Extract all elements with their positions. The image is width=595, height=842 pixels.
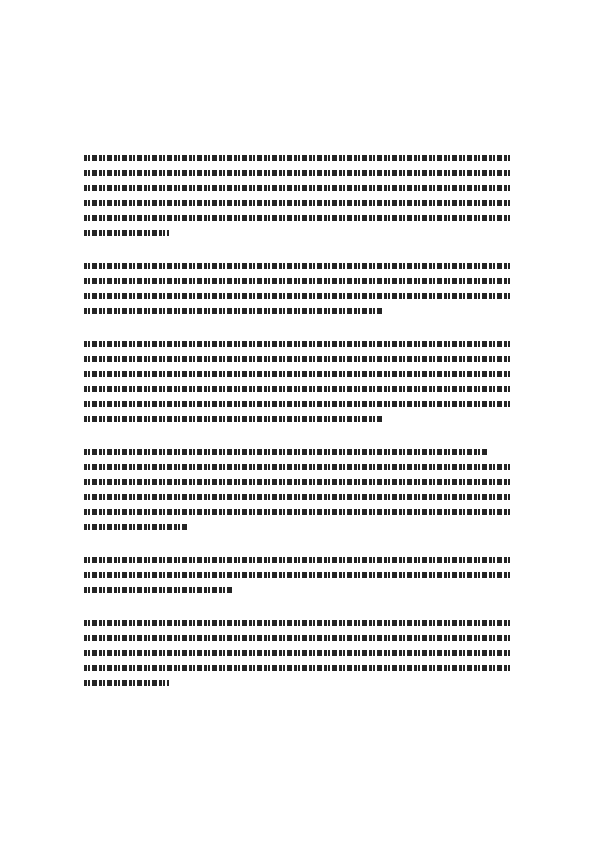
text-line — [84, 478, 511, 487]
text-line — [84, 586, 234, 595]
text-line — [84, 370, 511, 379]
text-line — [84, 523, 189, 532]
text-line — [84, 400, 511, 409]
text-line — [84, 664, 511, 673]
section-subtitle — [84, 116, 511, 130]
text-line — [84, 199, 511, 208]
text-line — [84, 571, 511, 580]
paragraph-5 — [84, 556, 511, 595]
text-line — [84, 556, 511, 565]
text-line — [84, 169, 511, 178]
text-line — [84, 679, 169, 688]
text-line — [84, 277, 511, 286]
text-line — [84, 634, 511, 643]
paragraph-4 — [84, 448, 511, 532]
text-line — [84, 154, 511, 163]
text-line — [84, 649, 511, 658]
paragraph-2 — [84, 262, 511, 316]
text-line — [84, 619, 511, 628]
text-line — [84, 184, 511, 193]
text-line — [84, 415, 384, 424]
text-line — [84, 292, 511, 301]
text-line — [84, 385, 511, 394]
text-line — [84, 448, 489, 457]
text-line — [84, 214, 511, 223]
paragraph-6 — [84, 619, 511, 688]
text-line — [84, 493, 511, 502]
text-line — [84, 463, 511, 472]
section-heading — [84, 92, 511, 106]
paragraph-1 — [84, 154, 511, 238]
paragraph-3 — [84, 340, 511, 424]
text-line — [84, 262, 511, 271]
text-line — [84, 355, 511, 364]
text-line — [84, 307, 384, 316]
text-line — [84, 340, 511, 349]
text-line — [84, 229, 169, 238]
text-line — [84, 508, 511, 517]
